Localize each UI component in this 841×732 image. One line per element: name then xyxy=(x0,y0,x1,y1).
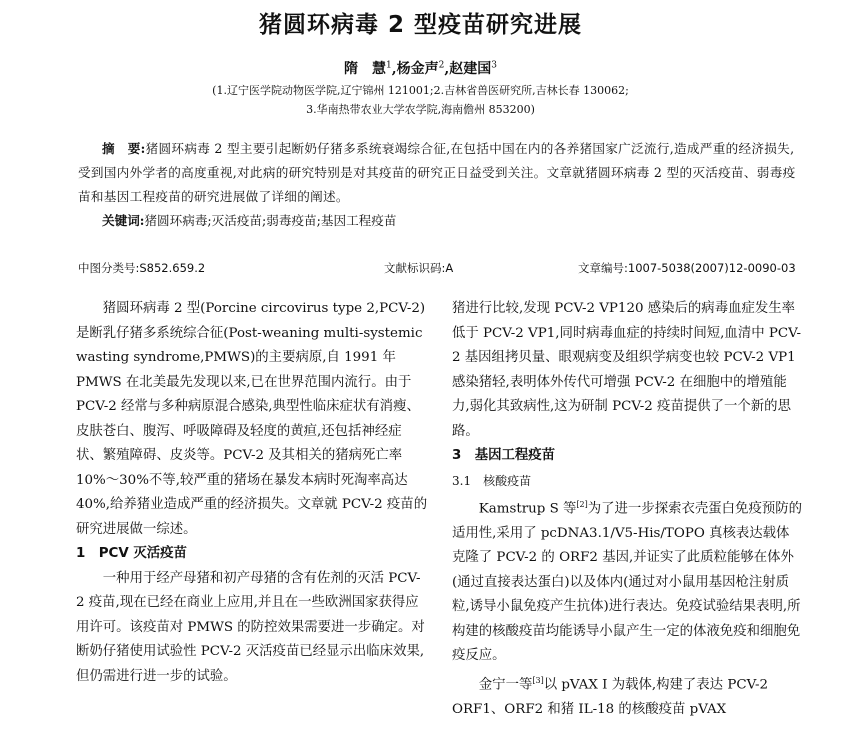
abstract xyxy=(78,137,800,209)
intro-paragraph: 猪圆环病毒 2 型(Porcine circovirus type 2,PCV-2)是断乳仔猪多系统综合征(Post-weaning multi-systemic wasting syndrome,PMWS)的主要病原,自 1991 年 PMWS 在北美最先发现以来,已在世界范围内流行。由于 PCV-2 经常与多种病原混合感染,典型性临床症状有消瘦、皮肤苍白、腹泻、呼吸障碍及轻度的黄疸,还包括神经症状、繁殖障碍、皮炎等。PCV-2 及其相关的猪病死亡率 10%～30%不等,较严重的猪场在暴发本病时死淘率高达 40%,给养猪业造成严重的经济损失。文章就 PCV-2 疫苗的研究进展做一综述。 xyxy=(76,301,428,537)
keywords-text: 猪圆环病毒;灭活疫苗;弱毒疫苗;基因工程疫苗 xyxy=(144,213,397,228)
affiliation-line-2: 3.华南热带农业大学农学院,海南儋州 853200) xyxy=(306,103,535,116)
citation-ref: [2] xyxy=(576,500,588,509)
jin-paragraph xyxy=(452,669,802,722)
para-text: Kamstrup S 等 xyxy=(478,501,577,517)
author-name: 隋 慧 xyxy=(344,61,387,77)
article-number: 文章编号:1007-5038(2007)12-0090-03 xyxy=(578,261,796,275)
citation-ref: [3] xyxy=(532,675,544,685)
author-list xyxy=(0,58,841,78)
section-1-paragraph: 一种用于经产母猪和初产母猪的含有佐剂的灭活 PCV-2 疫苗,现在已经在商业上应用,并且在一些欧洲国家获得应用许可。该疫苗对 PMWS 的防控效果需要进一步确定。对断奶仔猪使用试验性 PCV-2 灭活疫苗已经显示出临床效果,但仍需进行进一步的试验。 xyxy=(76,570,425,684)
paper-title: 猪圆环病毒 2 型疫苗研究进展 xyxy=(258,12,583,38)
author-affil-mark: 1 xyxy=(386,60,392,71)
para-text: 金宁一等 xyxy=(478,677,533,693)
section-heading-3: 3 基因工程疫苗 xyxy=(452,448,556,463)
left-column xyxy=(76,297,428,689)
author-name: 杨金声 xyxy=(396,61,439,77)
author-affil-mark: 2 xyxy=(438,60,445,71)
affiliation-line-1: (1.辽宁医学院动物医学院,辽宁锦州 121001;2.吉林省兽医研究所,吉林长春 130062; xyxy=(212,84,629,97)
document-code: 文献标识码:A xyxy=(384,261,454,275)
author-separator: , xyxy=(391,61,397,77)
abstract-text: 猪圆环病毒 2 型主要引起断奶仔猪多系统衰竭综合征,在包括中国在内的各养猪国家广泛流行,造成严重的经济损失,受到国内外学者的高度重视,对此病的研究特别是对其疫苗的研究正日益受到关注。文章就猪圆环病毒 2 型的灭活疫苗、弱毒疫苗和基因工程疫苗的研究进展做了详细的阐述。 xyxy=(78,141,796,204)
keywords xyxy=(102,210,396,229)
kamstrup-paragraph xyxy=(452,493,802,669)
para-text: 以 pVAX Ⅰ 为载体,构建了表达 PCV-2 ORF1、ORF2 和猪 IL-18 的核酸疫苗 pVAX xyxy=(452,677,769,717)
right-column xyxy=(452,297,802,722)
author-separator: , xyxy=(444,61,450,77)
para-text: 为了进一步探索衣壳蛋白免疫预防的适用性,采用了 pcDNA3.1/V5-His/TOPO 真核表达载体克隆了 PCV-2 的 ORF2 基因,并证实了此质粒能够在体外(通过直接表达蛋白)以及体内(通过对小鼠用基因枪注射质粒,诱导小鼠免疫产生抗体)进行表达。免疫试验结果表明,所构建的核酸疫苗均能诱导小鼠产生一定的体液免疫和细胞免疫反应。 xyxy=(452,501,803,664)
author-affil-mark: 3 xyxy=(491,60,497,71)
clc-number: 中图分类号:S852.659.2 xyxy=(78,261,206,275)
keywords-label: 关键词: xyxy=(102,213,145,228)
section-heading-1: 1 PCV 灭活疫苗 xyxy=(76,546,187,561)
abstract-label: 摘 要: xyxy=(102,141,146,156)
author-name: 赵建国 xyxy=(449,61,492,77)
subsection-heading-3-1: 3.1 核酸疫苗 xyxy=(452,473,532,488)
continued-paragraph: 猪进行比较,发现 PCV-2 VP120 感染后的病毒血症发生率低于 PCV-2 VP1,同时病毒血症的持续时间短,血清中 PCV-2 基因组拷贝量、眼观病变及组织学病变也较 PCV-2 VP1 感染猪轻,表明体外传代可增强 PCV-2 在细胞中的增殖能力,弱化其致病性,这为研制 PCV-2 疫苗提供了一个新的思路。 xyxy=(452,301,802,439)
